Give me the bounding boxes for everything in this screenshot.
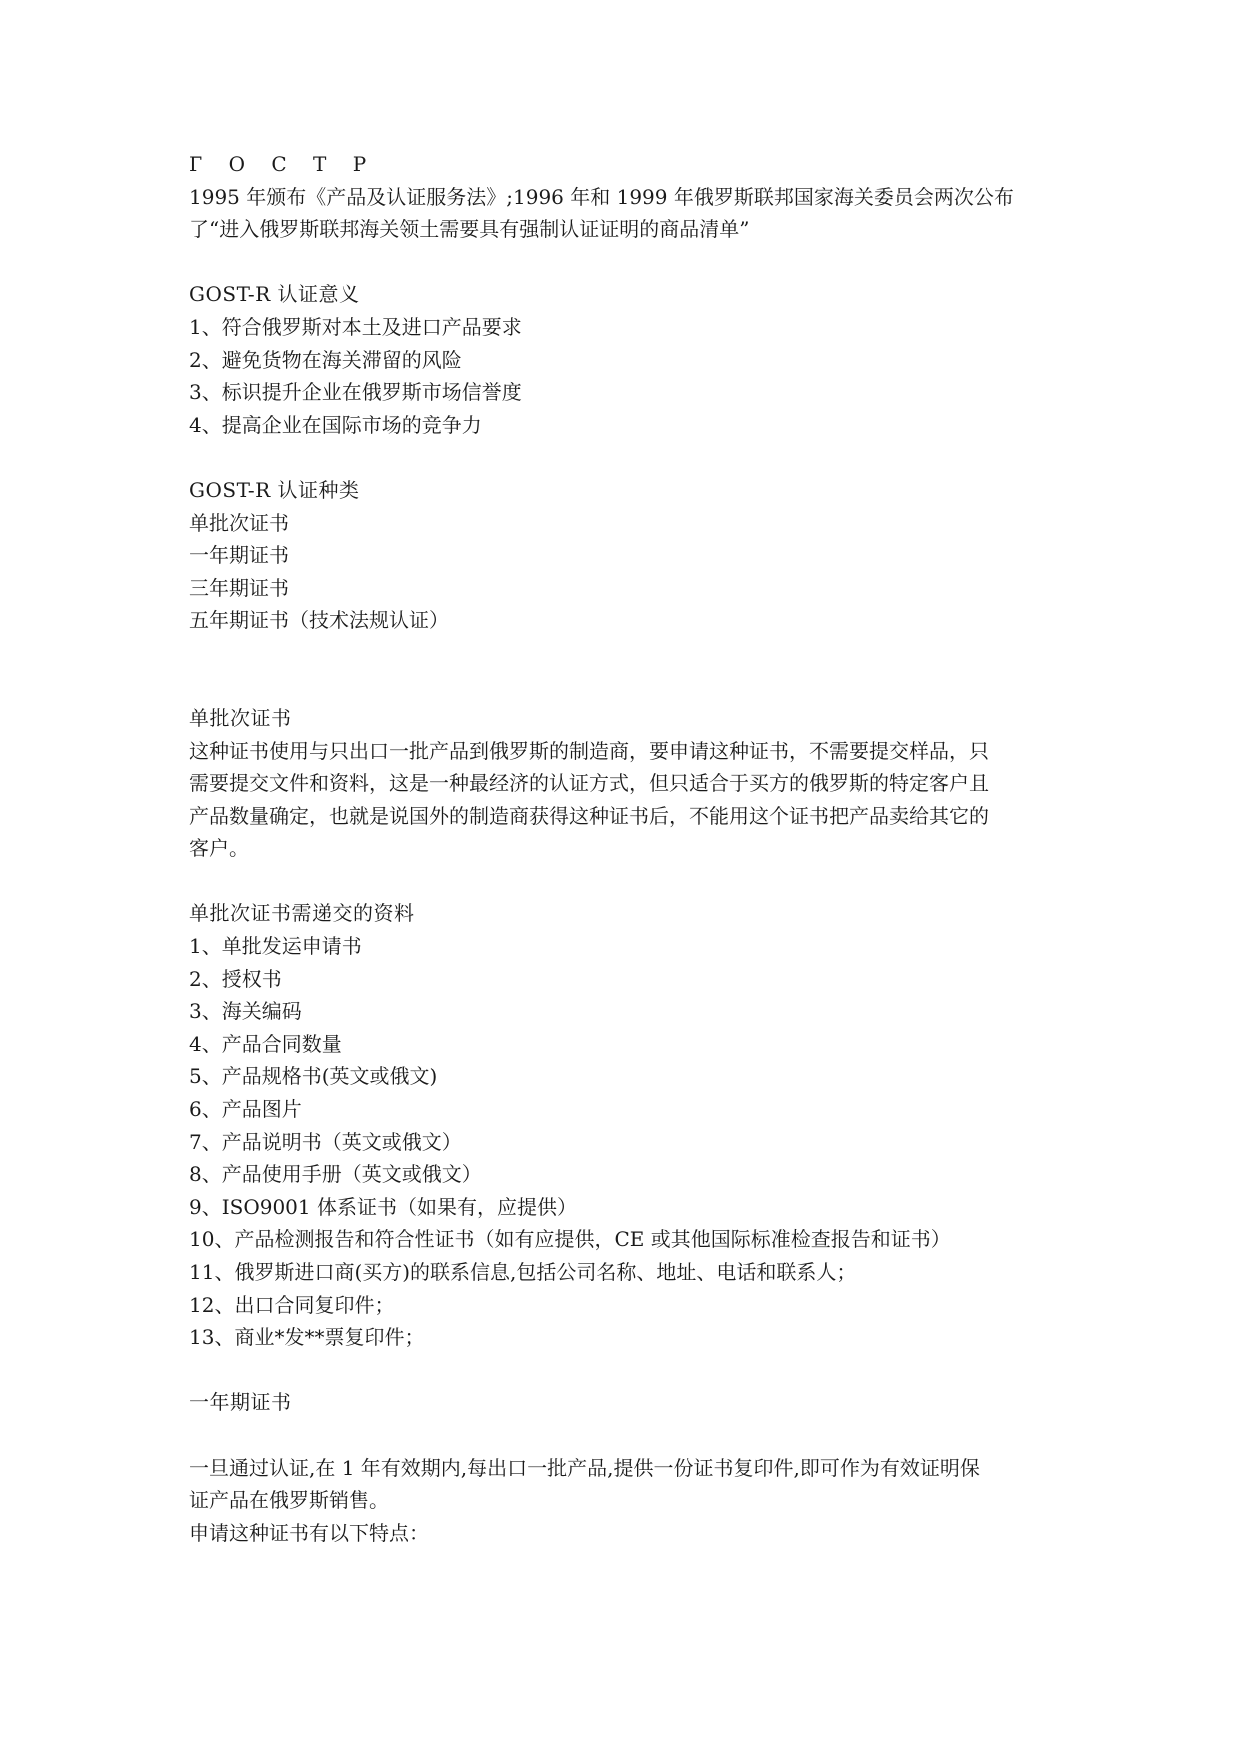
one-year-heading: 一年期证书 <box>189 1390 292 1415</box>
list-item: 7、产品说明书（英文或俄文） <box>189 1129 462 1154</box>
list-item: 五年期证书（技术法规认证） <box>189 608 449 633</box>
spacer <box>189 246 1069 279</box>
list-item: 10、产品检测报告和符合性证书（如有应提供，CE 或其他国际标准检查报告和证书） <box>189 1227 951 1252</box>
spacer <box>189 865 1069 898</box>
list-item: 4、产品合同数量 <box>189 1031 342 1056</box>
paragraph-line: 一旦通过认证,在 1 年有效期内,每出口一批产品,提供一份证书复印件,即可作为有效证明保 <box>189 1455 980 1480</box>
types-heading: GOST-R 认证种类 <box>189 477 360 502</box>
paragraph-line: 这种证书使用与只出口一批产品到俄罗斯的制造商，要申请这种证书，不需要提交样品，只 <box>189 738 989 763</box>
list-item: 3、海关编码 <box>189 999 302 1024</box>
documents-heading: 单批次证书需递交的资料 <box>189 901 415 926</box>
features-label: 申请这种证书有以下特点： <box>189 1520 429 1545</box>
list-item: 单批次证书 <box>189 510 289 535</box>
list-item: 13、商业*发**票复印件； <box>189 1325 425 1350</box>
list-item: 6、产品图片 <box>189 1097 302 1122</box>
list-item: 一年期证书 <box>189 543 289 568</box>
list-item: 8、产品使用手册（英文或俄文） <box>189 1162 482 1187</box>
single-batch-heading: 单批次证书 <box>189 705 292 730</box>
list-item: 11、俄罗斯进口商(买方)的联系信息,包括公司名称、地址、电话和联系人； <box>189 1260 857 1284</box>
list-item: 4、提高企业在国际市场的竞争力 <box>189 412 482 437</box>
intro-line-2: 了“进入俄罗斯联邦海关领土需要具有强制认证证明的商品清单” <box>189 217 750 242</box>
document-page <box>189 148 1069 1549</box>
list-item: 3、标识提升企业在俄罗斯市场信誉度 <box>189 380 522 405</box>
list-item: 2、授权书 <box>189 966 282 991</box>
list-item: 9、ISO9001 体系证书（如果有，应提供） <box>189 1194 577 1219</box>
paragraph-line: 产品数量确定，也就是说国外的制造商获得这种证书后，不能用这个证书把产品卖给其它的 <box>189 803 989 828</box>
spacer <box>189 1354 1069 1387</box>
intro-line-1: 1995 年颁布《产品及认证服务法》;1996 年和 1999 年俄罗斯联邦国家海关委员会两次公布 <box>189 184 1014 209</box>
list-item: 1、单批发运申请书 <box>189 934 362 959</box>
spacer <box>189 1419 1069 1452</box>
document-title: Г О С Т Р <box>189 152 377 176</box>
list-item: 1、符合俄罗斯对本土及进口产品要求 <box>189 314 522 339</box>
list-item: 2、避免货物在海关滞留的风险 <box>189 347 462 372</box>
spacer <box>189 637 1069 702</box>
paragraph-line: 需要提交文件和资料，这是一种最经济的认证方式，但只适合于买方的俄罗斯的特定客户且 <box>189 771 989 796</box>
spacer <box>189 441 1069 474</box>
paragraph-line: 客户。 <box>189 836 249 861</box>
list-item: 三年期证书 <box>189 575 289 600</box>
significance-heading: GOST-R 认证意义 <box>189 282 360 307</box>
list-item: 12、出口合同复印件； <box>189 1292 395 1317</box>
list-item: 5、产品规格书(英文或俄文) <box>189 1064 438 1089</box>
paragraph-line: 证产品在俄罗斯销售。 <box>189 1488 389 1513</box>
